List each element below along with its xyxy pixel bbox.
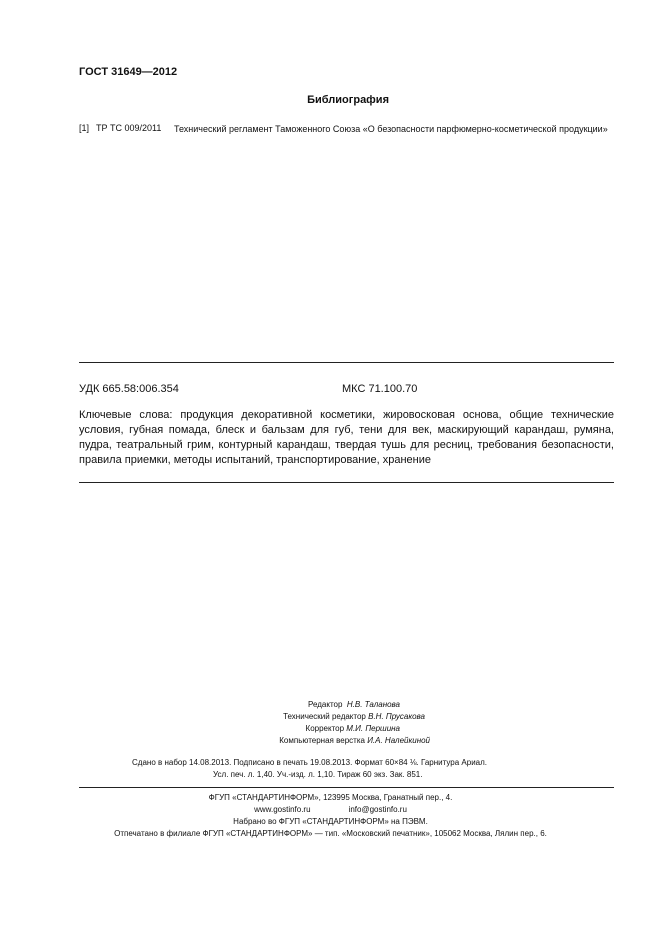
udc-code: УДК 665.58:006.354 [79,383,179,395]
bibliography-entry-code: ТР ТС 009/2011 [96,123,162,133]
credit-layout [279,736,430,745]
divider-middle [79,482,614,483]
credit-editor-role: Редактор [307,700,343,709]
typesetting-note: Набрано во ФГУП «СТАНДАРТИНФОРМ» на ПЭВМ. [233,817,428,826]
bibliography-title-text: Библиография [307,94,389,106]
standard-number: ГОСТ 31649—2012 [79,66,178,78]
credit-tech-editor [283,712,425,721]
publisher-website: www.gostinfo.ru [254,805,311,814]
printing-info-line-1: Сдано в набор 14.08.2013. Подписано в печать 19.08.2013. Формат 60×84 ⅛. Гарнитура Ариал. [132,758,488,767]
credit-corrector-role: Корректор [305,724,345,733]
credit-editor-name: Н.В. Таланова [346,700,400,709]
mks-code: МКС 71.100.70 [342,383,418,395]
credit-layout-name: И.А. Налейкиной [367,736,430,745]
divider-top [79,362,614,363]
credit-tech-editor-role: Технический редактор [283,712,366,721]
keywords-paragraph: Ключевые слова: продукция декоративной косметики, жировосковая основа, общие технические условия, губная помада, блеск и бальзам для губ, тени для век, маскирующий карандаш, румяна, пудра, театральный грим, контурный карандаш, твердая тушь для ресниц, требования безопасности, правила приемки, методы испытаний, транспортирование, хранение [79,409,614,466]
bibliography-entry-ref: [1] [79,123,90,133]
credit-tech-editor-name: В.Н. Прусакова [368,712,425,721]
bibliography-title [0,94,661,106]
divider-bottom [79,787,614,788]
bibliography-entry-text: Технический регламент Таможенного Союза «О безопасности парфюмерно-косметической продукции» [174,124,608,134]
printing-house-note: Отпечатано в филиале ФГУП «СТАНДАРТИНФОРМ» — тип. «Московский печатник», 105062 Москва, Лялин пер., 6. [114,829,547,838]
printing-info-line-2: Усл. печ. л. 1,40. Уч.-изд. л. 1,10. Тираж 60 экз. Зак. 851. [213,770,423,779]
credit-corrector-name: М.И. Першина [346,724,400,733]
publisher-email: info@gostinfo.ru [348,805,407,814]
credit-editor [308,700,400,709]
publisher-contacts [0,805,661,814]
credit-corrector [306,724,400,733]
publisher-address: ФГУП «СТАНДАРТИНФОРМ», 123995 Москва, Гранатный пер., 4. [208,793,453,802]
credit-layout-role: Компьютерная верстка [279,736,365,745]
